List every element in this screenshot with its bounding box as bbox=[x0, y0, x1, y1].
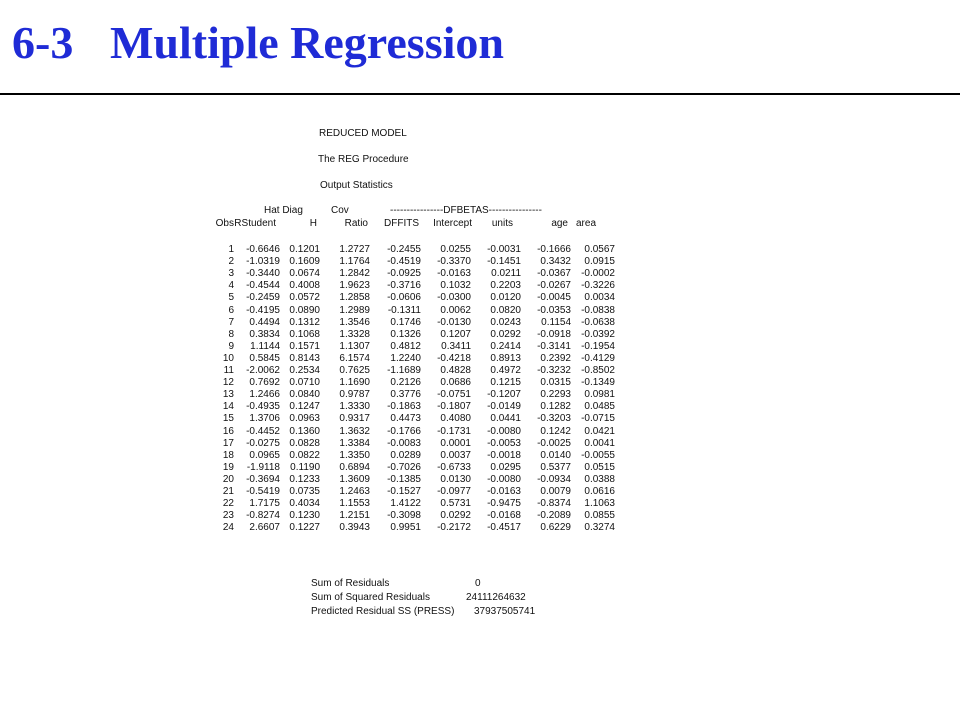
table-cell: 1.4122 bbox=[390, 498, 421, 510]
table-cell: 0.0515 bbox=[584, 461, 615, 473]
table-cell: 1.3350 bbox=[339, 449, 370, 461]
table-cell: 0.0710 bbox=[289, 377, 320, 389]
table-cell: -0.1311 bbox=[387, 304, 421, 316]
table-cell: 1.1764 bbox=[339, 256, 370, 268]
table-cell: 4 bbox=[228, 280, 234, 292]
table-cell: -0.0163 bbox=[437, 268, 471, 280]
table-cell: -0.6646 bbox=[246, 244, 280, 255]
table-cell: 0.3943 bbox=[339, 522, 370, 534]
table-cell: 0.7692 bbox=[249, 377, 280, 389]
table-cell: 0.4008 bbox=[289, 280, 320, 292]
title-divider bbox=[0, 93, 960, 95]
table-cell: 0.1746 bbox=[390, 316, 421, 328]
table-cell: 0.1312 bbox=[289, 316, 320, 328]
table-cell: -0.8274 bbox=[246, 510, 280, 522]
table-cell: 16 bbox=[222, 425, 234, 437]
table-cell: 12 bbox=[222, 377, 234, 389]
table-cell: 1.2151 bbox=[339, 510, 370, 522]
table-cell: 0.0289 bbox=[390, 449, 421, 461]
table-cell: 1.1690 bbox=[339, 377, 370, 389]
table-cell: 0.2392 bbox=[540, 352, 571, 364]
column-header: Intercept bbox=[433, 218, 472, 229]
table-cell: 0.1154 bbox=[541, 316, 571, 328]
table-cell: -0.3203 bbox=[537, 413, 571, 425]
table-cell: 1.3632 bbox=[339, 425, 370, 437]
table-cell: 1.2842 bbox=[339, 268, 370, 280]
summary-label: Sum of Squared Residuals bbox=[311, 592, 430, 603]
table-cell: 0.4034 bbox=[289, 498, 320, 510]
table-cell: -0.3098 bbox=[387, 510, 421, 522]
header-dfbetas: ----------------DFBETAS---------------- bbox=[390, 205, 542, 216]
column-header: RStudent bbox=[234, 218, 276, 229]
table-cell: 13 bbox=[222, 389, 234, 401]
table-cell: 0.0485 bbox=[584, 401, 615, 413]
table-cell: 0.0255 bbox=[440, 244, 471, 255]
table-cell: 0.2126 bbox=[390, 377, 421, 389]
table-cell: -0.4195 bbox=[246, 304, 280, 316]
table-cell: 0.8913 bbox=[490, 352, 521, 364]
table-cell: 0.0295 bbox=[490, 461, 521, 473]
summary-label: Predicted Residual SS (PRESS) bbox=[311, 606, 455, 617]
table-cell: 0.1571 bbox=[289, 340, 320, 352]
table-cell: 0.6894 bbox=[339, 461, 370, 473]
table-cell: 2 bbox=[228, 256, 234, 268]
table-cell: -0.0751 bbox=[437, 389, 471, 401]
table-cell: 1.3328 bbox=[339, 328, 370, 340]
slide-title-text: Multiple Regression bbox=[110, 17, 504, 68]
table-cell: -0.0275 bbox=[246, 437, 280, 449]
table-cell: -0.0918 bbox=[537, 328, 571, 340]
table-cell: 0.0855 bbox=[584, 510, 615, 522]
table-cell: 5 bbox=[228, 292, 234, 304]
table-cell: 0.2203 bbox=[490, 280, 521, 292]
table-cell: 7 bbox=[228, 316, 234, 328]
table-cell: 1.1307 bbox=[339, 340, 370, 352]
table-cell: 18 bbox=[222, 449, 234, 461]
table-cell: 15 bbox=[222, 413, 234, 425]
section-label: Output Statistics bbox=[320, 180, 393, 191]
table-cell: -0.4218 bbox=[437, 352, 471, 364]
table-cell: -0.1766 bbox=[387, 425, 421, 437]
table-cell: -0.0353 bbox=[537, 304, 571, 316]
table-cell: 0.8143 bbox=[289, 352, 320, 364]
table-cell: 0.1068 bbox=[289, 328, 320, 340]
table-cell: 0.0421 bbox=[584, 425, 615, 437]
table-cell: 23 bbox=[222, 510, 234, 522]
table-cell: -0.1527 bbox=[387, 486, 421, 497]
table-cell: 0.3432 bbox=[540, 256, 571, 268]
table-cell: 8 bbox=[228, 328, 234, 340]
table-cell: 2.6607 bbox=[249, 522, 280, 534]
table-cell: 0.4494 bbox=[249, 316, 280, 328]
table-cell: 0.3411 bbox=[441, 340, 471, 352]
column-header: units bbox=[491, 218, 513, 229]
table-cell: 1.2463 bbox=[339, 486, 370, 497]
table-cell: -0.4519 bbox=[387, 256, 421, 268]
table-cell: -0.1954 bbox=[581, 340, 615, 352]
table-cell: 0.0037 bbox=[440, 449, 471, 461]
table-cell: -0.4935 bbox=[246, 401, 280, 413]
table-cell: 0.1326 bbox=[390, 328, 421, 340]
table-cell: -0.0267 bbox=[537, 280, 571, 292]
table-cell: -0.2455 bbox=[387, 244, 421, 255]
table-cell: 1.9623 bbox=[339, 280, 370, 292]
table-cell: 0.0822 bbox=[289, 449, 320, 461]
table-cell: 0.1215 bbox=[490, 377, 521, 389]
column-header: Ratio bbox=[344, 218, 368, 229]
table-cell: -0.3694 bbox=[246, 473, 280, 485]
table-cell: -0.0080 bbox=[487, 473, 521, 485]
table-cell: 0.4080 bbox=[440, 413, 471, 425]
table-cell: 0.4812 bbox=[390, 340, 421, 352]
table-cell: 0.7625 bbox=[339, 365, 370, 376]
table-cell: 6.1574 bbox=[339, 352, 370, 364]
table-cell: 0.0965 bbox=[249, 449, 280, 461]
table-cell: -0.3370 bbox=[437, 256, 471, 268]
table-cell: 24 bbox=[222, 522, 234, 534]
table-cell: 0.0567 bbox=[584, 244, 615, 255]
table-cell: -0.1451 bbox=[487, 256, 521, 268]
table-cell: 0.3274 bbox=[584, 522, 615, 534]
table-cell: -0.7026 bbox=[387, 461, 421, 473]
table-cell: 0.0572 bbox=[289, 292, 320, 304]
table-cell: 0.6229 bbox=[540, 522, 571, 534]
table-cell: 0.1609 bbox=[289, 256, 320, 268]
table-cell: 1 bbox=[228, 244, 234, 255]
table-cell: -1.1689 bbox=[387, 365, 421, 376]
table-cell: -0.0606 bbox=[387, 292, 421, 304]
table-cell: -0.0080 bbox=[487, 425, 521, 437]
table-cell: 0.1207 bbox=[440, 328, 471, 340]
procedure-label: The REG Procedure bbox=[318, 154, 409, 165]
table-cell: -1.9118 bbox=[246, 461, 280, 473]
table-cell: 0.1032 bbox=[440, 280, 471, 292]
table-cell: 17 bbox=[222, 437, 234, 449]
table-cell: 0.4972 bbox=[490, 365, 521, 376]
column-header: area bbox=[575, 218, 596, 229]
column-header: DFFITS bbox=[384, 218, 419, 229]
table-cell: 0.0686 bbox=[440, 377, 471, 389]
model-label: REDUCED MODEL bbox=[319, 128, 407, 139]
table-cell: 1.2240 bbox=[390, 352, 421, 364]
table-cell: 1.3706 bbox=[249, 413, 280, 425]
table-cell: -0.5419 bbox=[246, 486, 280, 497]
table-cell: 0.0001 bbox=[440, 437, 471, 449]
table-cell: 1.1144 bbox=[250, 340, 280, 352]
table-cell: -0.3232 bbox=[537, 365, 571, 376]
slide-title bbox=[12, 17, 504, 68]
table-cell: 0.3834 bbox=[249, 328, 280, 340]
summary-label: Sum of Residuals bbox=[311, 578, 390, 589]
table-cell: 0.0735 bbox=[289, 486, 320, 497]
table-cell: 0.9317 bbox=[339, 413, 370, 425]
table-cell: -0.0055 bbox=[581, 449, 615, 461]
table-cell: -0.0934 bbox=[537, 473, 571, 485]
column-header: Obs bbox=[215, 218, 234, 229]
table-cell: -0.0130 bbox=[437, 316, 471, 328]
table-cell: 0.0140 bbox=[540, 449, 571, 461]
table-cell: 19 bbox=[222, 461, 234, 473]
table-cell: 6 bbox=[228, 304, 234, 316]
table-cell: -0.0977 bbox=[437, 486, 471, 497]
table-cell: 0.0828 bbox=[289, 437, 320, 449]
table-cell: 0.1247 bbox=[289, 401, 320, 413]
table-cell: 0.0062 bbox=[440, 304, 471, 316]
table-cell: 1.2727 bbox=[339, 244, 370, 255]
column-header: H bbox=[309, 218, 317, 229]
table-cell: 1.3609 bbox=[339, 473, 370, 485]
header-hat-diag: Hat Diag bbox=[264, 205, 303, 216]
table-cell: 0.9787 bbox=[339, 389, 370, 401]
table-cell: -0.0163 bbox=[487, 486, 521, 497]
table-cell: -0.4452 bbox=[246, 425, 280, 437]
table-cell: -0.3716 bbox=[387, 280, 421, 292]
table-cell: 1.7175 bbox=[249, 498, 280, 510]
table-cell: -0.0018 bbox=[487, 449, 521, 461]
table-cell: -0.4517 bbox=[487, 522, 521, 534]
table-cell: 0.0041 bbox=[584, 437, 615, 449]
table-cell: 0.0616 bbox=[584, 486, 615, 497]
table-cell: 0.2293 bbox=[540, 389, 571, 401]
table-cell: -0.0149 bbox=[487, 401, 521, 413]
table-cell: 0.1227 bbox=[289, 522, 320, 534]
table-cell: 0.2534 bbox=[289, 365, 320, 376]
table-cell: 0.0915 bbox=[584, 256, 615, 268]
table-cell: -2.0062 bbox=[246, 365, 280, 376]
table-cell: -0.4129 bbox=[581, 352, 615, 364]
table-cell: 1.3330 bbox=[339, 401, 370, 413]
table-cell: 0.0820 bbox=[490, 304, 521, 316]
table-cell: 0.1230 bbox=[289, 510, 320, 522]
table-cell: 1.2466 bbox=[249, 389, 280, 401]
table-cell: 3 bbox=[228, 268, 234, 280]
table-cell: 1.3546 bbox=[339, 316, 370, 328]
table-cell: -0.3141 bbox=[537, 340, 571, 352]
table-cell: 0.3776 bbox=[390, 389, 421, 401]
table-cell: 1.3384 bbox=[339, 437, 370, 449]
table-cell: 0.0840 bbox=[289, 389, 320, 401]
table-cell: -0.0838 bbox=[581, 304, 615, 316]
table-cell: -0.3226 bbox=[581, 280, 615, 292]
table-cell: 0.9951 bbox=[390, 522, 421, 534]
table-cell: 1.2989 bbox=[339, 304, 370, 316]
table-cell: 0.0674 bbox=[289, 268, 320, 280]
table-cell: 0.5845 bbox=[249, 352, 280, 364]
table-cell: 22 bbox=[222, 498, 234, 510]
summary-value: 24111264632 bbox=[466, 592, 526, 603]
table-cell: -0.1207 bbox=[487, 389, 521, 401]
table-cell: -0.2089 bbox=[537, 510, 571, 522]
table-cell: 0.0211 bbox=[491, 268, 521, 280]
summary-value: 0 bbox=[475, 578, 481, 589]
table-cell: 0.1201 bbox=[289, 244, 320, 255]
table-cell: 0.0890 bbox=[289, 304, 320, 316]
table-cell: -0.0045 bbox=[537, 292, 571, 304]
table-cell: -0.2459 bbox=[246, 292, 280, 304]
table-cell: -0.8374 bbox=[537, 498, 571, 510]
table-cell: 0.0292 bbox=[490, 328, 521, 340]
table-cell: 0.0130 bbox=[440, 473, 471, 485]
table-cell: 0.0034 bbox=[584, 292, 615, 304]
table-cell: -0.0925 bbox=[387, 268, 421, 280]
table-cell: -0.0053 bbox=[487, 437, 521, 449]
column-header: age bbox=[551, 218, 568, 229]
table-cell: 0.0981 bbox=[584, 389, 615, 401]
header-cov: Cov bbox=[331, 205, 349, 216]
table-cell: 0.1360 bbox=[289, 425, 320, 437]
table-cell: 0.0079 bbox=[540, 486, 571, 497]
table-cell: 0.2414 bbox=[490, 340, 521, 352]
table-cell: 0.0120 bbox=[490, 292, 521, 304]
table-cell: -0.0300 bbox=[437, 292, 471, 304]
table-cell: 0.1233 bbox=[289, 473, 320, 485]
table-cell: 0.5377 bbox=[540, 461, 571, 473]
table-cell: -0.1731 bbox=[437, 425, 471, 437]
table-cell: -0.0083 bbox=[387, 437, 421, 449]
table-cell: -0.9475 bbox=[487, 498, 521, 510]
table-cell: -0.1349 bbox=[581, 377, 615, 389]
table-cell: 1.1553 bbox=[339, 498, 370, 510]
table-cell: 11 bbox=[223, 365, 234, 376]
table-cell: -0.0168 bbox=[487, 510, 521, 522]
table-cell: 0.0388 bbox=[584, 473, 615, 485]
table-cell: 21 bbox=[222, 486, 234, 497]
table-cell: 9 bbox=[228, 340, 234, 352]
table-cell: -0.1807 bbox=[437, 401, 471, 413]
table-cell: 1.2858 bbox=[339, 292, 370, 304]
table-cell: -0.1666 bbox=[537, 244, 571, 255]
table-cell: -0.0025 bbox=[537, 437, 571, 449]
slide-number: 6-3 bbox=[12, 17, 74, 68]
table-cell: -0.6733 bbox=[437, 461, 471, 473]
table-cell: -0.0002 bbox=[581, 268, 615, 280]
table-cell: 0.4828 bbox=[440, 365, 471, 376]
table-cell: -0.0715 bbox=[581, 413, 615, 425]
table-cell: 0.0315 bbox=[540, 377, 571, 389]
table-cell: 0.0441 bbox=[490, 413, 521, 425]
table-cell: 0.4473 bbox=[390, 413, 421, 425]
table-cell: 0.0963 bbox=[289, 413, 320, 425]
table-cell: -0.1385 bbox=[387, 473, 421, 485]
table-cell: -0.0392 bbox=[581, 328, 615, 340]
table-cell: -0.0031 bbox=[487, 244, 521, 255]
table-cell: 0.1190 bbox=[290, 461, 320, 473]
table-cell: -0.4544 bbox=[246, 280, 280, 292]
table-cell: -0.0367 bbox=[537, 268, 571, 280]
summary-value: 37937505741 bbox=[474, 606, 536, 617]
table-cell: 14 bbox=[222, 401, 234, 413]
table-cell: 1.1063 bbox=[584, 498, 615, 510]
table-cell: 0.5731 bbox=[440, 498, 471, 510]
table-cell: -0.3440 bbox=[246, 268, 280, 280]
table-cell: 0.1282 bbox=[540, 401, 571, 413]
table-cell: 0.0292 bbox=[440, 510, 471, 522]
table-cell: -0.0638 bbox=[581, 316, 615, 328]
table-cell: -0.1863 bbox=[387, 401, 421, 413]
table-cell: -0.8502 bbox=[581, 365, 615, 376]
table-cell: 10 bbox=[222, 352, 234, 364]
table-cell: 0.0243 bbox=[490, 316, 521, 328]
table-cell: -1.0319 bbox=[246, 256, 280, 268]
table-cell: -0.2172 bbox=[437, 522, 471, 534]
table-cell: 0.1242 bbox=[540, 425, 571, 437]
table-cell: 20 bbox=[222, 473, 234, 485]
